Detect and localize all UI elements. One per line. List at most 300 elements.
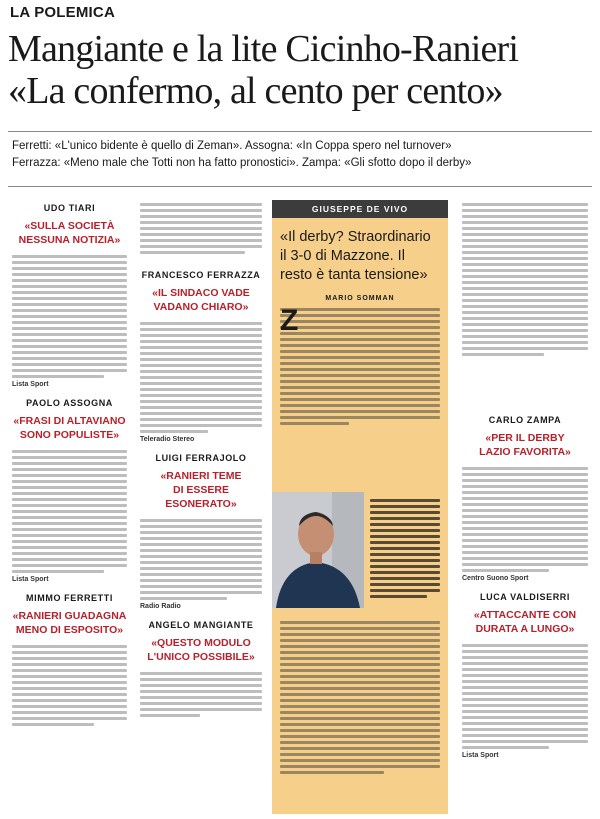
body-text-line: [370, 565, 440, 568]
body-text-line: [12, 345, 127, 348]
body-text-line: [462, 521, 588, 524]
body-text-line: [462, 728, 588, 731]
body-text-line: [462, 539, 588, 542]
body-text-line: [12, 309, 127, 312]
body-text-line: [12, 504, 127, 507]
body-text-line: [462, 509, 588, 512]
article-title-line: DI ESSERE ESONERATO»: [165, 484, 237, 510]
body-text-line: [462, 692, 588, 695]
body-text-line: [280, 410, 440, 413]
column-midleft: [140, 200, 262, 730]
article: [12, 398, 127, 583]
body-text-line: [462, 503, 588, 506]
body-text-line: [140, 209, 262, 212]
body-text-line: [462, 704, 588, 707]
center-quote: «Il derby? Straordinario il 3-0 di Mazzone. Il resto è tanta tensione»: [280, 229, 431, 283]
body-text-line: [462, 710, 588, 713]
body-text-line: [462, 209, 588, 212]
body-text-line: [280, 747, 440, 750]
article-body: [462, 203, 588, 356]
dropcap: Z: [280, 304, 299, 337]
body-text-line: [140, 430, 208, 433]
body-text-line: [140, 370, 262, 373]
body-text-line: [280, 735, 440, 738]
body-text-line: [12, 717, 127, 720]
body-text-line: [462, 305, 588, 308]
body-text-line: [12, 492, 127, 495]
body-text-line: [370, 553, 440, 556]
body-text-line: [140, 549, 262, 552]
article-title: [12, 219, 127, 247]
body-text-line: [370, 517, 440, 520]
body-text-line: [462, 245, 588, 248]
center-author-band: GIUSEPPE DE VIVO: [272, 200, 448, 218]
body-text-line: [12, 480, 127, 483]
body-text-line: [462, 656, 588, 659]
body-text-line: [462, 686, 588, 689]
body-text-line: [12, 462, 127, 465]
body-text-line: [140, 519, 262, 522]
body-text-line: [462, 533, 588, 536]
body-text-line: [370, 547, 440, 550]
article-title-line: «RANIERI GUADAGNA: [12, 610, 127, 622]
body-text-line: [280, 723, 440, 726]
body-text-line: [12, 333, 127, 336]
body-text-line: [462, 479, 588, 482]
body-text-line: [12, 357, 127, 360]
body-text-line: [280, 717, 440, 720]
body-text-line: [140, 543, 262, 546]
article-title-line: «IL SINDACO VADE: [152, 287, 250, 299]
body-text-line: [462, 329, 588, 332]
body-text-line: [280, 663, 440, 666]
body-text-line: [12, 498, 127, 501]
body-text-line: [280, 627, 440, 630]
divider: [8, 131, 592, 132]
body-text-line: [280, 687, 440, 690]
body-text-line: [12, 540, 127, 543]
article-author: ANGELO MANGIANTE: [148, 620, 254, 630]
body-text-line: [370, 583, 440, 586]
body-text-line: [280, 380, 440, 383]
body-text-line: [462, 515, 588, 518]
body-text-line: [280, 669, 440, 672]
article-signature: Lista Sport: [12, 576, 49, 583]
body-text-line: [462, 287, 588, 290]
body-text-line: [140, 708, 262, 711]
body-text-line: [462, 263, 588, 266]
body-text-line: [462, 491, 588, 494]
body-text-line: [462, 275, 588, 278]
article-title-line: VADANO CHIARO»: [153, 301, 249, 313]
body-text-line: [140, 424, 262, 427]
column-right-top: [462, 200, 588, 359]
column-right: [462, 412, 588, 769]
body-text-line: [12, 510, 127, 513]
summary: [12, 138, 592, 172]
body-text-line: [12, 681, 127, 684]
body-text-line: [140, 672, 262, 675]
body-text-line: [370, 541, 440, 544]
body-text-line: [280, 356, 440, 359]
body-text-line: [462, 281, 588, 284]
body-text-line: [140, 690, 262, 693]
center-body: [272, 304, 448, 425]
body-text-line: [12, 468, 127, 471]
body-text-line: [12, 645, 127, 648]
article-title-line: «SULLA SOCIETÀ: [24, 220, 115, 232]
center-byline: MARIO SOMMAN: [325, 295, 395, 302]
body-text-line: [280, 759, 440, 762]
body-text-line: [462, 674, 588, 677]
article-body: [462, 467, 588, 572]
article-title-line: «PER IL DERBY: [485, 432, 565, 444]
body-text-line: [12, 375, 104, 378]
article-signature: Lista Sport: [462, 752, 499, 759]
body-text-line: [140, 555, 262, 558]
body-text-line: [280, 320, 440, 323]
body-text-line: [462, 545, 588, 548]
body-text-line: [280, 368, 440, 371]
body-text-line: [12, 327, 127, 330]
body-text-line: [140, 340, 262, 343]
body-text-line: [462, 317, 588, 320]
body-text-line: [140, 227, 262, 230]
body-text-line: [12, 522, 127, 525]
article-signature: Centro Suono Sport: [462, 575, 529, 582]
body-text-line: [462, 680, 588, 683]
body-text-line: [12, 693, 127, 696]
article: [140, 453, 262, 610]
body-text-line: [140, 358, 262, 361]
body-text-line: [140, 696, 262, 699]
body-text-line: [12, 285, 127, 288]
article-title-line: «ATTACCANTE CON: [473, 609, 577, 621]
body-text-line: [12, 450, 127, 453]
body-text-line: [280, 771, 384, 774]
body-text-line: [140, 245, 262, 248]
body-text-line: [462, 746, 549, 749]
article-title-line: LAZIO FAVORITA»: [479, 446, 571, 458]
article-title: [12, 609, 127, 637]
article-title: [140, 469, 262, 511]
article-author: MIMMO FERRETTI: [26, 593, 113, 603]
body-text-line: [370, 511, 440, 514]
body-text-line: [140, 714, 200, 717]
body-text-line: [280, 422, 349, 425]
body-text-line: [12, 369, 127, 372]
body-text-line: [280, 344, 440, 347]
body-text-line: [280, 651, 440, 654]
body-text-line: [140, 203, 262, 206]
body-text-line: [462, 551, 588, 554]
article-title: [462, 608, 588, 636]
body-text-line: [140, 678, 262, 681]
body-text-line: [462, 662, 588, 665]
article-author: CARLO ZAMPA: [488, 415, 562, 425]
article-author: PAOLO ASSOGNA: [26, 398, 113, 408]
body-text-line: [280, 374, 440, 377]
body-text-line: [280, 314, 440, 317]
body-text-line: [280, 398, 440, 401]
body-text-line: [462, 473, 588, 476]
body-text-line: [280, 308, 440, 311]
article: [12, 593, 127, 739]
article: [462, 592, 588, 759]
body-text-line: [462, 269, 588, 272]
body-text-line: [462, 293, 588, 296]
body-text-line: [140, 352, 262, 355]
body-text-line: [370, 577, 440, 580]
body-text-line: [280, 699, 440, 702]
portrait-photo: [272, 492, 364, 608]
body-text-line: [370, 559, 440, 562]
article-title-line: «RANIERI TEME: [160, 470, 242, 482]
body-text-line: [12, 303, 127, 306]
article-title-line: «QUESTO MODULO: [151, 637, 251, 649]
body-text-line: [140, 215, 262, 218]
body-text-line: [12, 570, 104, 573]
body-text-line: [12, 279, 127, 282]
body-text-line: [140, 531, 262, 534]
body-text-line: [280, 711, 440, 714]
body-text-line: [280, 705, 440, 708]
body-text-line: [140, 376, 262, 379]
body-text-line: [462, 353, 544, 356]
body-text-line: [12, 657, 127, 660]
body-text-line: [12, 711, 127, 714]
body-text-line: [370, 499, 440, 502]
body-text-line: [140, 579, 262, 582]
body-text-line: [140, 322, 262, 325]
body-text-line: [280, 404, 440, 407]
body-text-line: [140, 394, 262, 397]
body-text-line: [462, 335, 588, 338]
body-text-line: [462, 557, 588, 560]
body-text-line: [280, 657, 440, 660]
body-text-line: [280, 639, 440, 642]
body-text-line: [140, 400, 262, 403]
body-text-line: [12, 663, 127, 666]
body-text-line: [280, 338, 440, 341]
body-text-line: [280, 645, 440, 648]
body-text-line: [370, 589, 440, 592]
body-text-line: [280, 633, 440, 636]
body-text-line: [12, 273, 127, 276]
article-author: UDO TIARI: [43, 203, 96, 213]
body-text-line: [462, 203, 588, 206]
article-body: [12, 255, 127, 378]
body-text-line: [140, 418, 262, 421]
body-text-line: [462, 233, 588, 236]
article-body: [140, 203, 262, 254]
body-text-line: [140, 412, 262, 415]
body-text-line: [462, 299, 588, 302]
article-body: [140, 672, 262, 717]
body-text-line: [12, 723, 94, 726]
body-text-line: [140, 525, 262, 528]
article-signature: Lista Sport: [12, 381, 49, 388]
body-text-line: [462, 527, 588, 530]
body-text-line: [12, 687, 127, 690]
body-text-line: [140, 251, 245, 254]
body-text-line: [140, 233, 262, 236]
article-signature: Radio Radio: [140, 603, 181, 610]
body-text-line: [12, 255, 127, 258]
body-text-line: [370, 535, 440, 538]
body-text-line: [140, 597, 227, 600]
body-text-line: [280, 765, 440, 768]
article: [140, 270, 262, 443]
summary-line-1: Ferretti: «L'unico bidente è quello di Zeman». Assogna: «In Coppa spero nel turnover»: [12, 140, 452, 152]
article-title-line: SONO POPULISTE»: [19, 429, 120, 441]
body-text-line: [140, 591, 262, 594]
article: [12, 203, 127, 388]
body-text-line: [370, 529, 440, 532]
article-body: [12, 450, 127, 573]
article-title: [140, 636, 262, 664]
body-text-line: [140, 346, 262, 349]
body-text-line: [140, 364, 262, 367]
article: [462, 415, 588, 582]
body-text-line: [12, 669, 127, 672]
article-author: LUIGI FERRAJOLO: [155, 453, 247, 463]
headline-line-2: «La confermo, al cento per cento»: [8, 70, 503, 112]
body-text-line: [12, 297, 127, 300]
body-text-line: [12, 474, 127, 477]
body-text-line: [280, 753, 440, 756]
body-text-line: [140, 406, 262, 409]
body-text-line: [12, 339, 127, 342]
article-body: [140, 322, 262, 433]
body-text-line: [280, 392, 440, 395]
body-text-line: [462, 698, 588, 701]
body-text-line: [370, 523, 440, 526]
body-text-line: [462, 716, 588, 719]
body-text-line: [280, 729, 440, 732]
body-text-line: [140, 702, 262, 705]
body-text-line: [462, 497, 588, 500]
body-text-line: [12, 456, 127, 459]
body-text-line: [140, 239, 262, 242]
body-text-line: [462, 569, 549, 572]
body-text-line: [462, 644, 588, 647]
body-text-line: [12, 564, 127, 567]
body-text-line: [280, 693, 440, 696]
body-text-line: [462, 341, 588, 344]
body-text-line: [462, 311, 588, 314]
body-text-line: [462, 257, 588, 260]
headline: [8, 28, 598, 112]
article-body: [462, 644, 588, 749]
body-text-line: [462, 251, 588, 254]
body-text-line: [462, 668, 588, 671]
body-text-line: [280, 741, 440, 744]
body-text-line: [12, 546, 127, 549]
summary-line-2: Ferrazza: «Meno male che Totti non ha fatto pronostici». Zampa: «Gli sfotto dopo il derby»: [12, 157, 472, 169]
body-text-line: [462, 323, 588, 326]
body-text-line: [12, 675, 127, 678]
body-text-line: [462, 650, 588, 653]
article-title: [462, 431, 588, 459]
body-text-line: [280, 350, 440, 353]
body-text-line: [280, 386, 440, 389]
body-text-line: [12, 699, 127, 702]
body-text-line: [140, 561, 262, 564]
divider: [8, 186, 592, 187]
article: [140, 620, 262, 730]
body-text-line: [12, 267, 127, 270]
body-text-line: [140, 382, 262, 385]
body-text-line: [12, 534, 127, 537]
body-text-line: [370, 571, 440, 574]
body-text-line: [462, 485, 588, 488]
article-title-line: L'UNICO POSSIBILE»: [147, 651, 255, 663]
body-text-line: [462, 722, 588, 725]
body-text-line: [280, 681, 440, 684]
article-author: FRANCESCO FERRAZZA: [141, 270, 261, 280]
body-text-line: [140, 221, 262, 224]
body-text-line: [12, 558, 127, 561]
column-left: [12, 200, 127, 739]
headline-line-1: Mangiante e la lite Cicinho-Ranieri: [8, 28, 519, 70]
article-signature: Teleradio Stereo: [140, 436, 195, 443]
body-text-line: [12, 552, 127, 555]
body-text-line: [12, 705, 127, 708]
body-text-line: [280, 416, 440, 419]
body-text-line: [12, 261, 127, 264]
body-text-line: [280, 621, 440, 624]
body-text-line: [140, 573, 262, 576]
body-text-line: [462, 227, 588, 230]
body-text-line: [280, 675, 440, 678]
body-text-line: [462, 467, 588, 470]
body-text-line: [370, 505, 440, 508]
body-text-line: [462, 740, 588, 743]
article-title-line: MENO DI ESPOSITO»: [15, 624, 124, 636]
body-text-line: [12, 528, 127, 531]
article-title: [140, 286, 262, 314]
article-body: [12, 645, 127, 726]
body-text-line: [370, 595, 427, 598]
body-text-line: [140, 585, 262, 588]
body-text-line: [140, 328, 262, 331]
body-text-line: [12, 486, 127, 489]
body-text-line: [140, 537, 262, 540]
article-title-line: NESSUNA NOTIZIA»: [18, 234, 121, 246]
body-text-line: [140, 684, 262, 687]
body-text-line: [140, 388, 262, 391]
article-author: LUCA VALDISERRI: [480, 592, 570, 602]
article-title-line: «FRASI DI ALTAVIANO: [13, 415, 126, 427]
body-text-line: [280, 332, 440, 335]
body-text-line: [12, 321, 127, 324]
body-text-line: [462, 347, 588, 350]
body-text-line: [462, 221, 588, 224]
body-text-line: [140, 567, 262, 570]
body-text-line: [12, 651, 127, 654]
body-text-line: [462, 239, 588, 242]
article-title: [12, 414, 127, 442]
body-text-line: [462, 215, 588, 218]
body-text-line: [462, 563, 588, 566]
article-body: [140, 519, 262, 600]
body-text-line: [12, 315, 127, 318]
body-text-line: [280, 362, 440, 365]
body-text-line: [140, 334, 262, 337]
body-text-line: [12, 516, 127, 519]
body-text-line: [12, 351, 127, 354]
